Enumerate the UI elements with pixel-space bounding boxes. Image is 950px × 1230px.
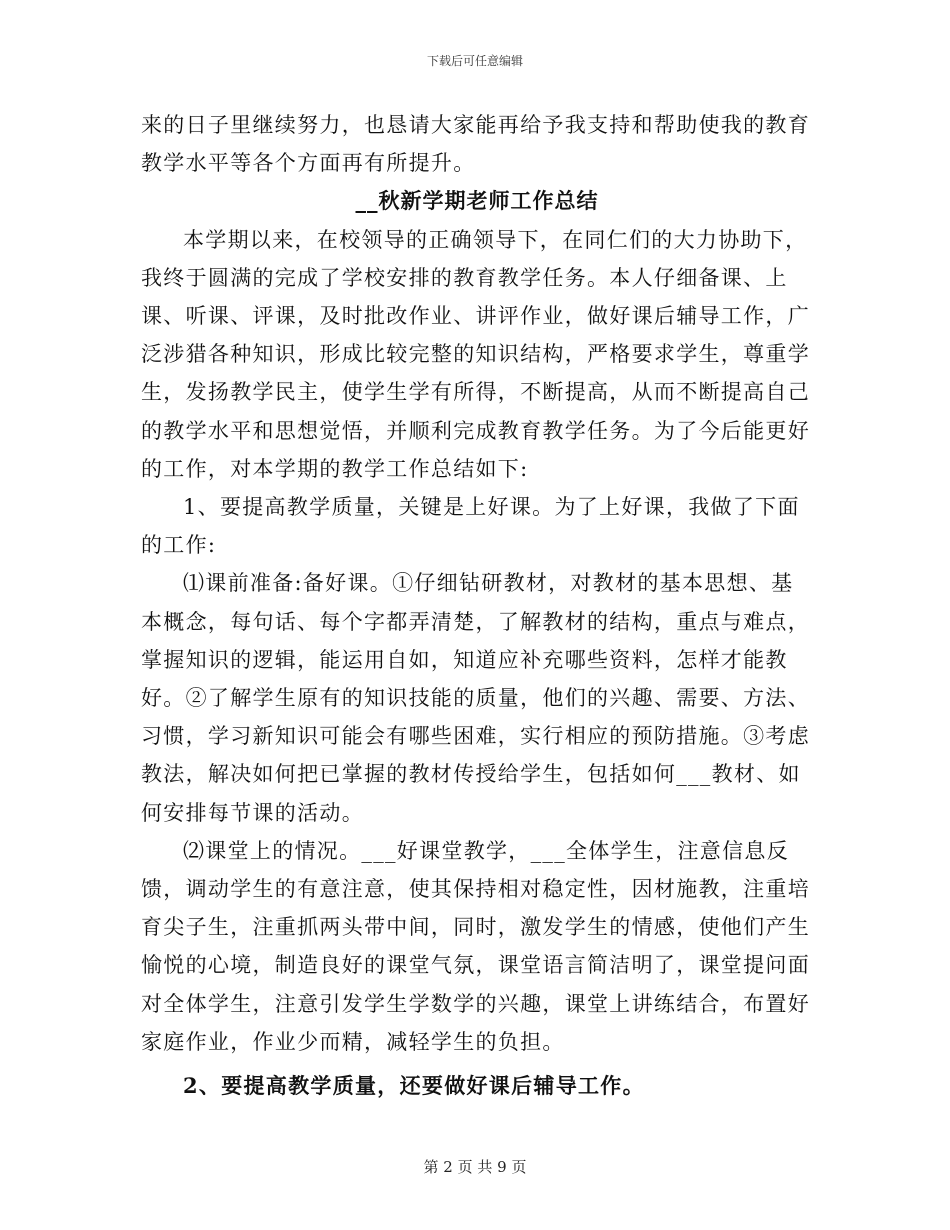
paragraph-point-1: 1、要提高教学质量，关键是上好课。为了上好课，我做了下面的工作: [141,495,800,558]
continued-paragraph: 来的日子里继续努力，也恳请大家能再给予我支持和帮助使我的教育教学水平等各个方面再有所提升。 [141,113,810,176]
document-title: __秋新学期老师工作总结 [355,188,599,214]
bold-heading-point-2: 2、要提高教学质量，还要做好课后辅导工作。 [183,1073,645,1099]
paragraph-intro: 本学期以来，在校领导的正确领导下，在同仁们的大力协助下，我终于圆满的完成了学校安排的教育教学任务。本人仔细备课、上课、听课、评课，及时批改作业、讲评作业，做好课后辅导工作，广泛涉猎各种知识，形成比较完整的知识结构，严格要求学生，尊重学生，发扬教学民主，使学生学有所得，不断提高，从而不断提高自己的教学水平和思想觉悟，并顺利完成教育教学任务。为了今后能更好的工作，对本学期的教学工作总结如下: [141,227,810,481]
document-body [141,106,813,1105]
paragraph-classroom: ⑵课堂上的情况。___好课堂教学，___全体学生，注意信息反馈，调动学生的有意注意，使其保持相对稳定性，因材施教，注重培育尖子生，注重抓两头带中间，同时，激发学生的情感，使他们产生愉悦的心境，制造良好的课堂气氛，课堂语言简洁明了，课堂提问面对全体学生，注意引发学生学数学的兴趣，课堂上讲练结合，布置好家庭作业，作业少而精，减轻学生的负担。 [141,838,810,1054]
page-footer: 第 2 页 共 9 页 [423,1158,527,1176]
paragraph-lesson-prep: ⑴课前准备:备好课。①仔细钻研教材，对教材的基本思想、基本概念，每句话、每个字都弄清楚，了解教材的结构，重点与难点，掌握知识的逻辑，能运用自如，知道应补充哪些资料，怎样才能教好。②了解学生原有的知识技能的质量，他们的兴趣、需要、方法、习惯，学习新知识可能会有哪些困难，实行相应的预防措施。③考虑教法，解决如何把已掌握的教材传授给学生，包括如何___教材、如何安排每节课的活动。 [141,571,810,825]
page-header: 下载后可任意编辑 [426,54,523,68]
